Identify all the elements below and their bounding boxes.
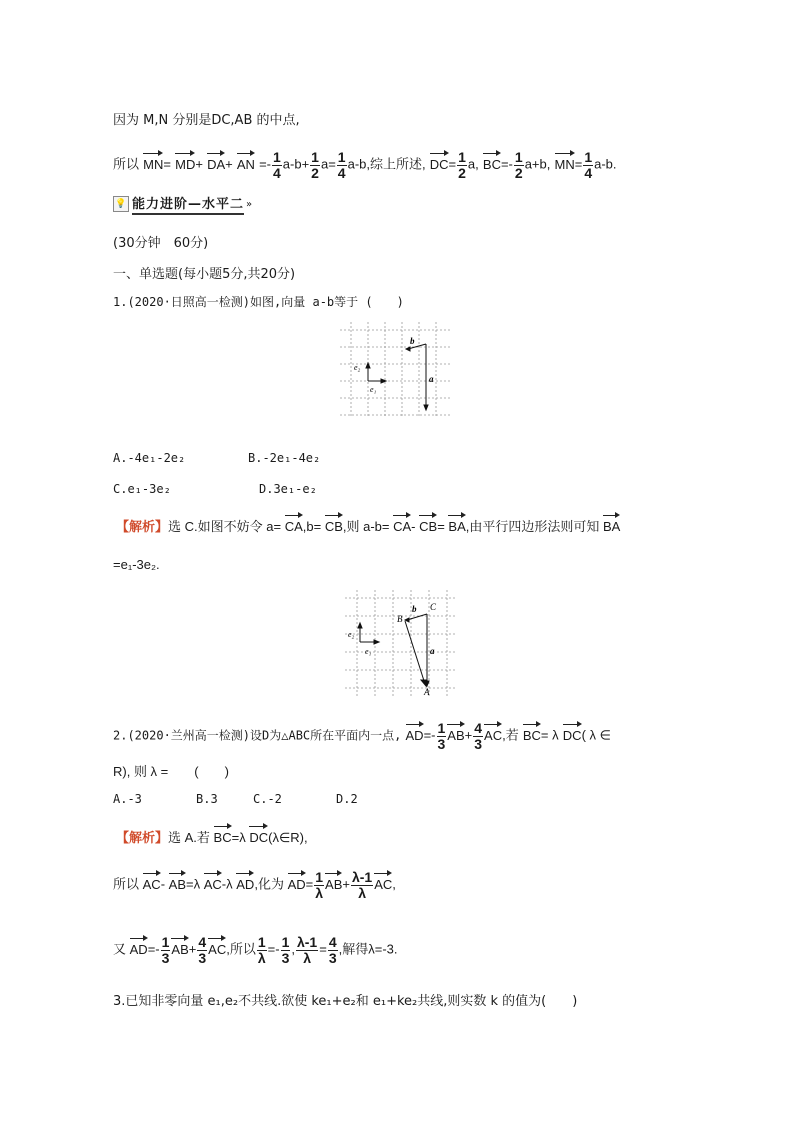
fraction: $\frac{4}{3}$ xyxy=(328,934,337,966)
q1-option-d: D.3e₁-e₂ xyxy=(259,482,317,496)
fraction: $\frac{1}{3}$ xyxy=(437,720,446,752)
q2-option-a: A.-3 xyxy=(113,792,142,806)
q1-fig-e2-label: e₂ xyxy=(354,363,361,372)
q1-solution-figure xyxy=(345,590,457,698)
solution-tag: 【解析】 xyxy=(116,519,169,534)
time-score: (30分钟 60分) xyxy=(113,236,209,251)
q1-fig-e1-label: e₁ xyxy=(370,385,377,394)
question-2-stem: 2.(2020·兰州高一检测)设D为△ABC所在平面内一点, AD=- $\frac{1}{3}$ AB+ $\frac{4}{3}$ AC,若 BC= λ DC( λ ∈ xyxy=(113,720,611,752)
fraction: $\frac{1}{3}$ xyxy=(161,934,170,966)
q1-fig-a-label: a xyxy=(429,374,434,384)
q2-option-b: B.3 xyxy=(196,792,218,806)
q1-fig2-c-label: C xyxy=(430,602,437,612)
fraction: $\frac{1}{\lambda}$ xyxy=(315,869,324,901)
fraction: $\frac{1}{2}$ xyxy=(514,149,523,181)
q1-solution-result: =e₁-3e₂. xyxy=(113,557,160,572)
text-line: 因为 M,N 分别是DC,AB 的中点, xyxy=(113,113,300,128)
q1-fig2-B-label: B xyxy=(397,614,403,624)
section-header xyxy=(113,193,252,215)
q1-fig2-a-label: a xyxy=(430,646,435,656)
fraction: $\frac{1}{\lambda}$ xyxy=(257,934,266,966)
q1-solution-line: 【解析】选 C.如图不妨令 a= CA,b= CB,则 a-b= CA- CB= BA,由平行四边形法则可知 BA xyxy=(116,519,621,534)
q1-fig-b-label: b xyxy=(410,336,415,346)
fraction: $\frac{\lambda-1}{\lambda}$ xyxy=(296,934,318,966)
q2-option-d: D.2 xyxy=(336,792,358,806)
q1-option-a: A.-4e₁-2e₂ xyxy=(113,451,186,465)
q1-option-c: C.e₁-3e₂ xyxy=(113,482,171,496)
q1-fig2-e2-label: e₂ xyxy=(348,630,355,639)
q1-fig2-b-label: b xyxy=(412,604,417,614)
fraction: $\frac{1}{2}$ xyxy=(458,149,466,181)
fraction: $\frac{4}{3}$ xyxy=(474,720,483,752)
solution-tag: 【解析】 xyxy=(116,830,169,845)
fraction: $\frac{1}{4}$ xyxy=(584,149,593,181)
fraction: $\frac{\lambda-1}{\lambda}$ xyxy=(351,869,373,901)
q2-solution-line1: 【解析】选 A.若 BC=λ DC(λ∈R), xyxy=(116,830,308,845)
question-3-stem: 3.已知非零向量 e₁,e₂不共线.欲使 ke₁+e₂和 e₁+ke₂共线,则实数 k 的值为( ) xyxy=(113,994,578,1009)
q1-fig2-A-label: A xyxy=(424,687,430,697)
q1-fig2-e1-label: e₁ xyxy=(365,647,372,656)
question-1-stem: 1.(2020·日照高一检测)如图,向量 a-b等于 ( ) xyxy=(113,295,404,309)
fraction: $\frac{1}{4}$ xyxy=(272,149,281,181)
q2-solution-line3: 又 AD=- $\frac{1}{3}$ AB+ $\frac{4}{3}$ AC,所以 $\frac{1}{\lambda}$ =- $\frac{1}{3}$ , $\frac{\lambda-1}{\lambda}$ = $\frac{4}{3}$ ,解得λ=-3. xyxy=(113,934,398,966)
section-title: 能力进阶—水平二 xyxy=(132,193,244,215)
chevron-icon: » xyxy=(246,198,253,210)
lightbulb-icon: 💡 xyxy=(113,196,129,212)
q1-option-b: B.-2e₁-4e₂ xyxy=(248,451,321,465)
q2-option-c: C.-2 xyxy=(253,792,282,806)
q2-solution-line2: 所以 AC- AB=λ AC-λ AD,化为 AD= $\frac{1}{\lambda}$ AB+ $\frac{\lambda-1}{\lambda}$ AC, xyxy=(113,869,396,901)
part-title: 一、单选题(每小题5分,共20分) xyxy=(113,267,296,282)
fraction: $\frac{1}{4}$ xyxy=(337,149,346,181)
fraction: $\frac{1}{3}$ xyxy=(281,934,290,966)
formula-line: 所以 MN= MD+ DA+ AN =- $\frac{1}{4}$ a-b+ $\frac{1}{2}$ a= $\frac{1}{4}$ a-b,综上所述, DC= $\frac{1}{2}$ a, BC=- $\frac{1}{2}$ a+b, MN= $\frac{1}{4}$ a-b. xyxy=(113,149,617,181)
fraction: $\frac{1}{2}$ xyxy=(311,149,319,181)
fraction: $\frac{4}{3}$ xyxy=(198,934,207,966)
question-2-stem-end: R), 则 λ = ( ) xyxy=(113,764,229,779)
q1-figure xyxy=(340,322,452,418)
